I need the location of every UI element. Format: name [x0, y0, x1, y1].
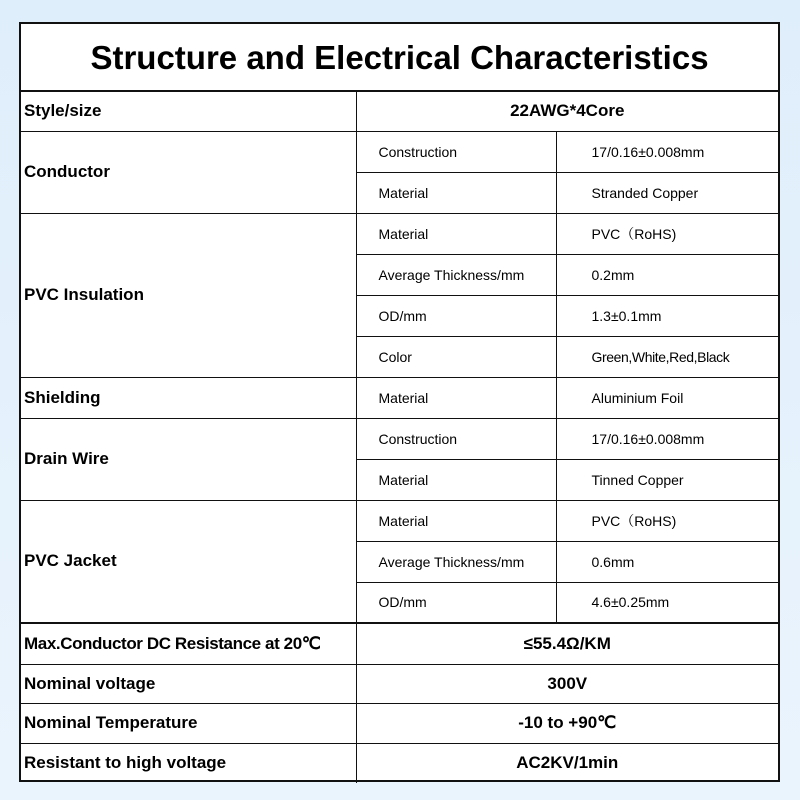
property-label: OD/mm — [356, 295, 556, 336]
property-value: Stranded Copper — [556, 172, 778, 213]
electrical-label: Resistant to high voltage — [21, 743, 356, 783]
table-row — [21, 743, 778, 783]
property-label: Material — [356, 213, 556, 254]
table-row — [21, 703, 778, 743]
property-value: 17/0.16±0.008mm — [556, 418, 778, 459]
style-size-value: 22AWG*4Core — [356, 92, 778, 131]
section-conductor: Conductor — [21, 131, 356, 213]
electrical-value: -10 to +90℃ — [356, 703, 778, 743]
electrical-value: AC2KV/1min — [356, 743, 778, 783]
property-label: Average Thickness/mm — [356, 254, 556, 295]
table-row — [21, 92, 778, 131]
property-value: 0.6mm — [556, 541, 778, 582]
property-value: 0.2mm — [556, 254, 778, 295]
property-label: Material — [356, 172, 556, 213]
style-size-label: Style/size — [21, 92, 356, 131]
page-title: Structure and Electrical Characteristics — [21, 24, 778, 92]
spec-sheet — [19, 22, 780, 782]
property-value: Aluminium Foil — [556, 377, 778, 418]
property-value: 4.6±0.25mm — [556, 582, 778, 623]
property-value: PVC（RoHS) — [556, 500, 778, 541]
property-label: Material — [356, 500, 556, 541]
electrical-label: Nominal Temperature — [21, 703, 356, 743]
property-value: 17/0.16±0.008mm — [556, 131, 778, 172]
property-label: Material — [356, 377, 556, 418]
property-label: Material — [356, 459, 556, 500]
property-label: Construction — [356, 131, 556, 172]
section-pvc-insulation: PVC Insulation — [21, 213, 356, 377]
property-label: OD/mm — [356, 582, 556, 623]
property-value: 1.3±0.1mm — [556, 295, 778, 336]
table-row — [21, 418, 778, 459]
section-shielding: Shielding — [21, 377, 356, 418]
property-value: Tinned Copper — [556, 459, 778, 500]
table-row — [21, 500, 778, 541]
electrical-value: ≤55.4Ω/KM — [356, 623, 778, 664]
electrical-label: Max.Conductor DC Resistance at 20℃ — [21, 623, 356, 664]
table-row — [21, 131, 778, 172]
table-row — [21, 623, 778, 664]
property-label: Average Thickness/mm — [356, 541, 556, 582]
property-value: Green,White,Red,Black — [556, 336, 778, 377]
spec-table — [21, 92, 778, 783]
property-value: PVC（RoHS) — [556, 213, 778, 254]
property-label: Color — [356, 336, 556, 377]
property-label: Construction — [356, 418, 556, 459]
electrical-value: 300V — [356, 664, 778, 703]
table-row — [21, 664, 778, 703]
table-row — [21, 377, 778, 418]
section-pvc-jacket: PVC Jacket — [21, 500, 356, 623]
electrical-label: Nominal voltage — [21, 664, 356, 703]
table-row — [21, 213, 778, 254]
section-drain-wire: Drain Wire — [21, 418, 356, 500]
